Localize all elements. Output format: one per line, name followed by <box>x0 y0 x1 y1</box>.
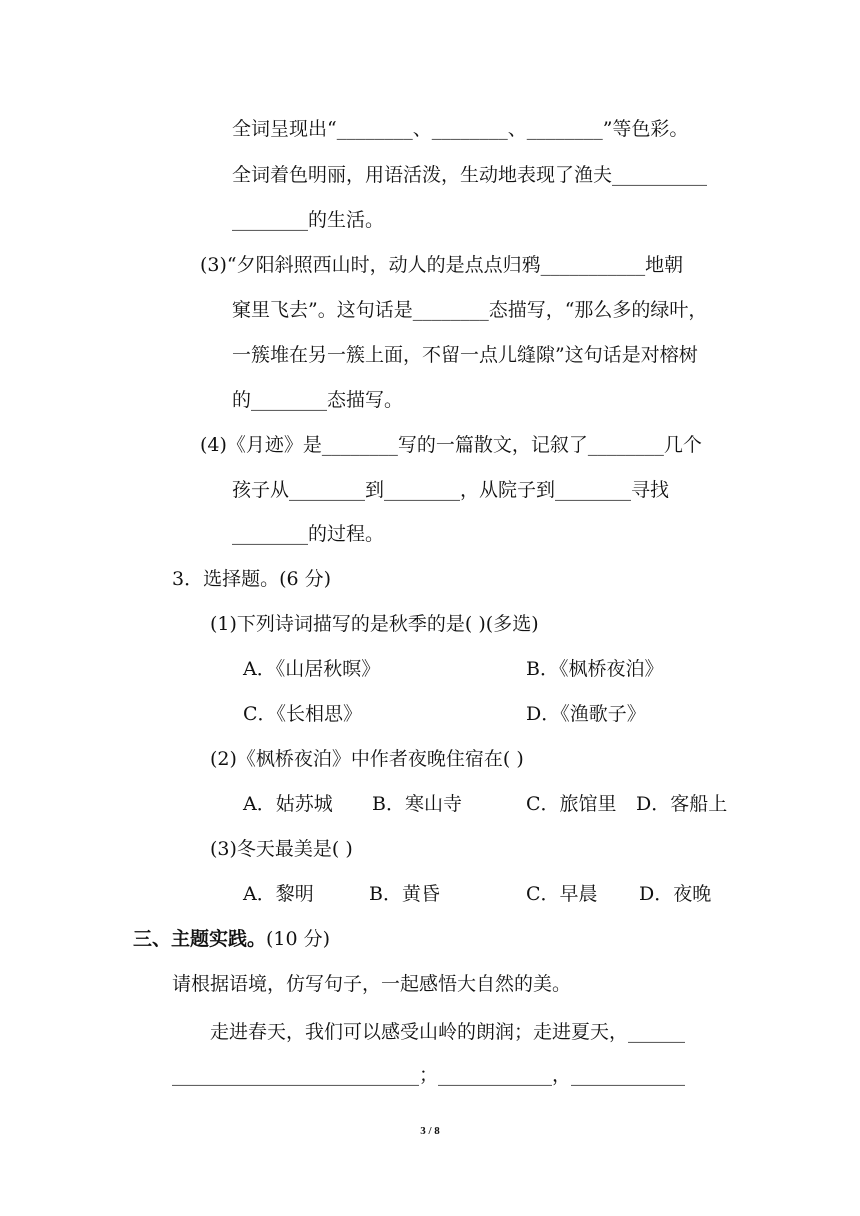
item4-line-1: (4)《月迹》是________写的一篇散文，记叙了________几个 <box>200 434 702 456</box>
item3-line-1: (3)“夕阳斜照西山时，动人的是点点归鸦___________地朝 <box>200 254 684 276</box>
option-c: C．《长相思》 <box>243 703 363 725</box>
option-b: B．寒山寺 <box>372 793 462 815</box>
item3-line-3: 一簇堆在另一簇上面，不留一点儿缝隙”这句话是对榕树 <box>232 344 698 366</box>
option-c: C．旅馆里 <box>526 793 617 815</box>
q3-sub1-stem: (1)下列诗词描写的是秋季的是( )(多选) <box>210 613 539 635</box>
item3-line-2: 窠里飞去”。这句话是________态描写，“那么多的绿叶， <box>232 299 708 321</box>
option-d: D．《渔歌子》 <box>526 703 646 725</box>
q3-sub2-stem: (2)《枫桥夜泊》中作者夜晚住宿在( ) <box>210 748 524 770</box>
option-a: A．《山居秋暝》 <box>243 658 381 680</box>
item2-line-2: 全词着色明丽，用语活泼，生动地表现了渔夫__________ <box>232 164 708 186</box>
question-3-title: 3．选择题。(6 分) <box>172 568 332 590</box>
option-c: C．早晨 <box>526 883 598 905</box>
item4-line-3: ________的过程。 <box>232 523 385 545</box>
page-number: 3 / 8 <box>420 1125 440 1137</box>
option-d: D．客船上 <box>636 793 728 815</box>
option-b: B．黄昏 <box>369 883 440 905</box>
item3-line-4: 的________态描写。 <box>232 389 404 411</box>
section-3-line-2: __________________________；____________，____________ <box>172 1064 686 1086</box>
option-b: B．《枫桥夜泊》 <box>526 658 664 680</box>
option-a: A．姑苏城 <box>243 793 333 815</box>
section-3-instruction: 请根据语境，仿写句子，一起感悟大自然的美。 <box>172 973 572 995</box>
option-d: D．夜晚 <box>639 883 712 905</box>
q3-sub3-stem: (3)冬天最美是( ) <box>210 838 353 860</box>
item4-line-2: 孩子从________到________，从院子到________寻找 <box>232 479 670 501</box>
item2-line-1: 全词呈现出“________、________、________”等色彩。 <box>232 118 689 140</box>
section-3-line-1: 走进春天，我们可以感受山岭的朗润；走进夏天，______ <box>210 1021 686 1043</box>
item2-line-3: ________的生活。 <box>232 209 385 231</box>
section-3-title: 三、主题实践。 <box>133 928 267 950</box>
option-a: A．黎明 <box>243 883 314 905</box>
section-3-heading <box>133 927 330 951</box>
section-3-score: (10 分) <box>266 928 331 950</box>
